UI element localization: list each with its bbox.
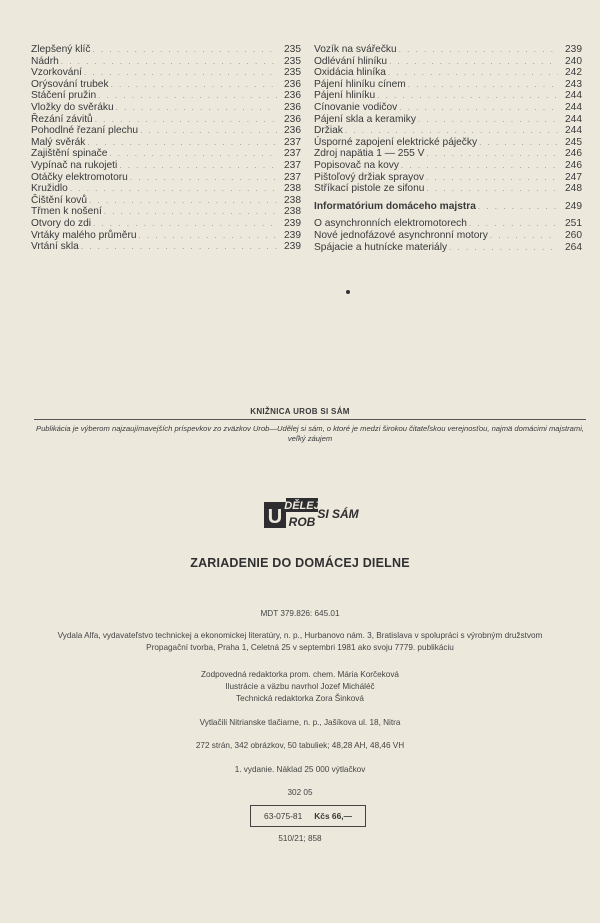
leader-dots	[140, 125, 277, 137]
toc-entry-page: 237	[284, 148, 301, 160]
box-code: 63-075-81	[264, 811, 303, 821]
toc-entry-label: Pájení hliníku	[314, 90, 376, 102]
toc-entry-label: Nádrh	[31, 55, 59, 67]
toc-entry-label: Pájení hliníku cínem	[314, 78, 406, 90]
price: Kčs 66,—	[314, 811, 352, 821]
toc-entry-page: 244	[565, 125, 582, 137]
toc-entry	[314, 137, 582, 149]
toc-entry	[31, 183, 301, 195]
svg-text:DĚLEJ: DĚLEJ	[284, 500, 320, 512]
leader-dots	[408, 79, 558, 91]
toc-entry-page: 239	[565, 44, 582, 55]
toc-entry-label: Zlepšený klíč	[31, 44, 91, 55]
leader-dots	[399, 44, 558, 56]
toc-entry-page: 244	[565, 90, 582, 102]
toc-entry-label: Vozík na svářečku	[314, 44, 397, 55]
leader-dots	[95, 114, 277, 126]
code-line: 302 05	[287, 788, 313, 797]
toc-entry	[314, 67, 582, 79]
toc-entry	[314, 160, 582, 172]
toc-entry-page: 248	[565, 183, 582, 195]
bullet-mark	[346, 290, 350, 294]
extent-line: 272 strán, 342 obrázkov, 50 tabuliek; 48,28 AH, 48,46 VH	[195, 741, 405, 750]
toc-entry	[31, 102, 301, 114]
leader-dots	[70, 183, 277, 195]
toc-entry-label: O asynchronních elektromotorech	[314, 218, 467, 230]
toc-entry	[31, 90, 301, 102]
toc-entry	[31, 79, 301, 91]
leader-dots	[479, 137, 558, 149]
leader-dots	[119, 160, 277, 172]
leader-dots	[426, 183, 558, 195]
leader-dots	[490, 230, 558, 242]
toc-right-column	[314, 44, 582, 253]
leader-dots	[139, 230, 277, 242]
toc-entry-page: 239	[284, 217, 301, 229]
toc-entry	[31, 172, 301, 184]
toc-entry-label: Vzorkování	[31, 67, 82, 79]
toc-entry	[31, 137, 301, 149]
toc-entry-label: Vrtání skla	[31, 241, 79, 253]
toc-entry-label: Stáčení pružin	[31, 90, 97, 102]
toc-entry-label: Vložky do svěráku	[31, 101, 114, 113]
series-note: Publikácia je výberom najzaujímavejších príspevkov zo zväzkov Urob—Udělej si sám, o ktoré je medzi širokou čitateľskou verejnosťou, najmä domácimi majstrami, veľký záujem	[36, 424, 584, 443]
toc-entry-label: Pištoľový držiak sprayov	[314, 171, 424, 183]
leader-dots	[61, 56, 277, 68]
leader-dots	[111, 79, 277, 91]
printer-line: Vytlačili Nitrianske tlačiarne, n. p., Jašíkova ul. 18, Nitra	[199, 718, 401, 727]
toc-entry	[31, 114, 301, 126]
toc-entry	[314, 56, 582, 68]
toc-entry	[314, 114, 582, 126]
mdt-code: MDT 379.826: 645.01	[260, 609, 340, 618]
toc-entry-page: 246	[565, 148, 582, 160]
leader-dots	[389, 56, 558, 68]
leader-dots	[109, 148, 277, 160]
leader-dots	[388, 67, 558, 79]
toc-entry-page: 244	[565, 113, 582, 125]
toc-entry-page: 238	[284, 206, 301, 218]
toc-entry-page: 235	[284, 44, 301, 55]
leader-dots	[478, 201, 558, 213]
leader-dots	[84, 67, 277, 79]
toc-entry-page: 242	[565, 67, 582, 79]
toc-entry	[31, 67, 301, 79]
toc-entry-page: 238	[284, 194, 301, 206]
toc-entry	[314, 201, 582, 213]
toc-entry-label: Otvory do zdi	[31, 217, 92, 229]
series-title: KNIŽNICA UROB SI SÁM	[250, 407, 350, 416]
toc-entry	[31, 160, 301, 172]
tech-editor-line: Technická redaktorka Zora Šinková	[236, 694, 364, 703]
toc-entry-label: Malý svěrák	[31, 136, 86, 148]
toc-entry	[31, 56, 301, 68]
leader-dots	[81, 241, 277, 253]
leader-dots	[93, 218, 277, 230]
toc-entry-page: 260	[565, 229, 582, 241]
leader-dots	[87, 137, 277, 149]
toc-entry-label: Spájacie a hutnícke materiály	[314, 241, 448, 253]
toc-entry-label: Vypínač na rukojeti	[31, 159, 118, 171]
toc-entry	[314, 90, 582, 102]
toc-entry-page: 235	[284, 55, 301, 67]
toc-entry-page: 236	[284, 113, 301, 125]
toc-entry-page: 236	[284, 125, 301, 137]
toc-entry-page: 239	[284, 229, 301, 241]
toc-entry	[314, 183, 582, 195]
svg-text:SI SÁM: SI SÁM	[317, 507, 359, 521]
leader-dots	[104, 206, 277, 218]
leader-dots	[426, 148, 558, 160]
leader-dots	[469, 218, 558, 230]
toc-entry	[31, 206, 301, 218]
toc-entry-page: 240	[565, 55, 582, 67]
publisher-line-1: Vydala Alfa, vydavateľstvo technickej a ekonomickej literatúry, n. p., Hurbanovo nám. 3, Bratislava v spolupráci s výrobným družstvom	[57, 631, 543, 640]
illustrations-line: Ilustrácie a väzbu navrhol Jozef Micháléč	[225, 682, 375, 691]
leader-dots	[426, 172, 558, 184]
leader-dots	[98, 90, 277, 102]
toc-entry-page: 237	[284, 136, 301, 148]
editor-line: Zodpovedná redaktorka prom. chem. Mária Korčeková	[201, 670, 399, 679]
toc-entry	[31, 148, 301, 160]
toc-entry	[31, 230, 301, 242]
leader-dots	[92, 44, 277, 56]
toc-entry-label: Otáčky elektromotoru	[31, 171, 128, 183]
leader-dots	[401, 160, 558, 172]
edition-line: 1. vydanie. Náklad 25 000 výtlačkov	[234, 765, 366, 774]
toc-entry-label: Čištění kovů	[31, 194, 88, 206]
leader-dots	[130, 172, 277, 184]
toc-entry	[314, 102, 582, 114]
toc-entry-page: 264	[565, 241, 582, 253]
footer-code: 510/21; 858	[278, 834, 322, 843]
toc-entry	[31, 195, 301, 207]
toc-entry	[314, 148, 582, 160]
toc-entry-label: Cínovanie vodičov	[314, 101, 398, 113]
leader-dots	[377, 90, 558, 102]
toc-entry	[314, 44, 582, 56]
toc-entry-label: Odlévání hliníku	[314, 55, 388, 67]
toc-entry	[31, 241, 301, 253]
leader-dots	[89, 195, 277, 207]
toc-entry	[314, 79, 582, 91]
leader-dots	[449, 242, 558, 254]
publisher-line-2: Propagační tvorba, Praha 1, Celetná 25 v septembri 1981 ako svoju 7779. publikáciu	[146, 643, 454, 652]
toc-entry-label: Zajištění spinače	[31, 148, 108, 160]
toc-entry	[31, 44, 301, 56]
toc-entry-label: Třmen k nošení	[31, 206, 102, 218]
toc-entry-label: Úsporné zapojení elektrické páječky	[314, 136, 478, 148]
toc-entry-label: Pájení skla a keramiky	[314, 113, 416, 125]
toc-entry	[314, 218, 582, 230]
toc-entry-page: 247	[565, 171, 582, 183]
leader-dots	[399, 102, 558, 114]
toc-entry	[314, 242, 582, 254]
leader-dots	[345, 125, 558, 137]
toc-entry	[314, 172, 582, 184]
toc-entry-label: Informatórium domáceho majstra	[314, 200, 476, 212]
price-box	[250, 805, 366, 827]
toc-entry-page: 237	[284, 171, 301, 183]
book-title: ZARIADENIE DO DOMÁCEJ DIELNE	[190, 556, 410, 570]
svg-text:U: U	[267, 506, 283, 528]
toc-entry-page: 251	[565, 218, 582, 230]
divider	[34, 419, 586, 420]
toc-entry-page: 239	[284, 241, 301, 253]
toc-entry-page: 237	[284, 159, 301, 171]
toc-entry	[31, 218, 301, 230]
toc-entry-page: 238	[284, 183, 301, 195]
toc-entry	[314, 125, 582, 137]
toc-entry	[31, 125, 301, 137]
urob-logo	[262, 496, 362, 530]
toc-entry-label: Nové jednofázové asynchronní motory	[314, 229, 488, 241]
toc-entry-label: Orýsování trubek	[31, 78, 109, 90]
toc-entry-page: 236	[284, 90, 301, 102]
toc-entry-label: Popisovač na kovy	[314, 159, 399, 171]
toc-entry-page: 236	[284, 101, 301, 113]
toc-entry-page: 246	[565, 159, 582, 171]
leader-dots	[418, 114, 558, 126]
svg-text:ROB: ROB	[288, 515, 316, 529]
toc-entry-label: Stříkací pistole ze sifonu	[314, 183, 425, 195]
toc-entry-page: 245	[565, 136, 582, 148]
toc-entry-page: 249	[565, 200, 582, 212]
toc-entry-page: 244	[565, 101, 582, 113]
toc-entry	[314, 230, 582, 242]
toc-entry-label: Oxidácia hliníka	[314, 67, 386, 79]
leader-dots	[116, 102, 277, 114]
toc-entry-page: 236	[284, 78, 301, 90]
toc-entry-label: Pohodlné řezaní plechu	[31, 125, 139, 137]
toc-entry-page: 243	[565, 78, 582, 90]
toc-entry-label: Řezání závitů	[31, 113, 93, 125]
toc-entry-label: Držiak	[314, 125, 343, 137]
toc-entry-label: Vrtáky malého průměru	[31, 229, 137, 241]
toc-entry-label: Zdroj napätia 1 — 255 V	[314, 148, 425, 160]
toc-left-column	[31, 44, 301, 253]
toc-entry-page: 235	[284, 67, 301, 79]
toc-entry-label: Kružidlo	[31, 183, 68, 195]
